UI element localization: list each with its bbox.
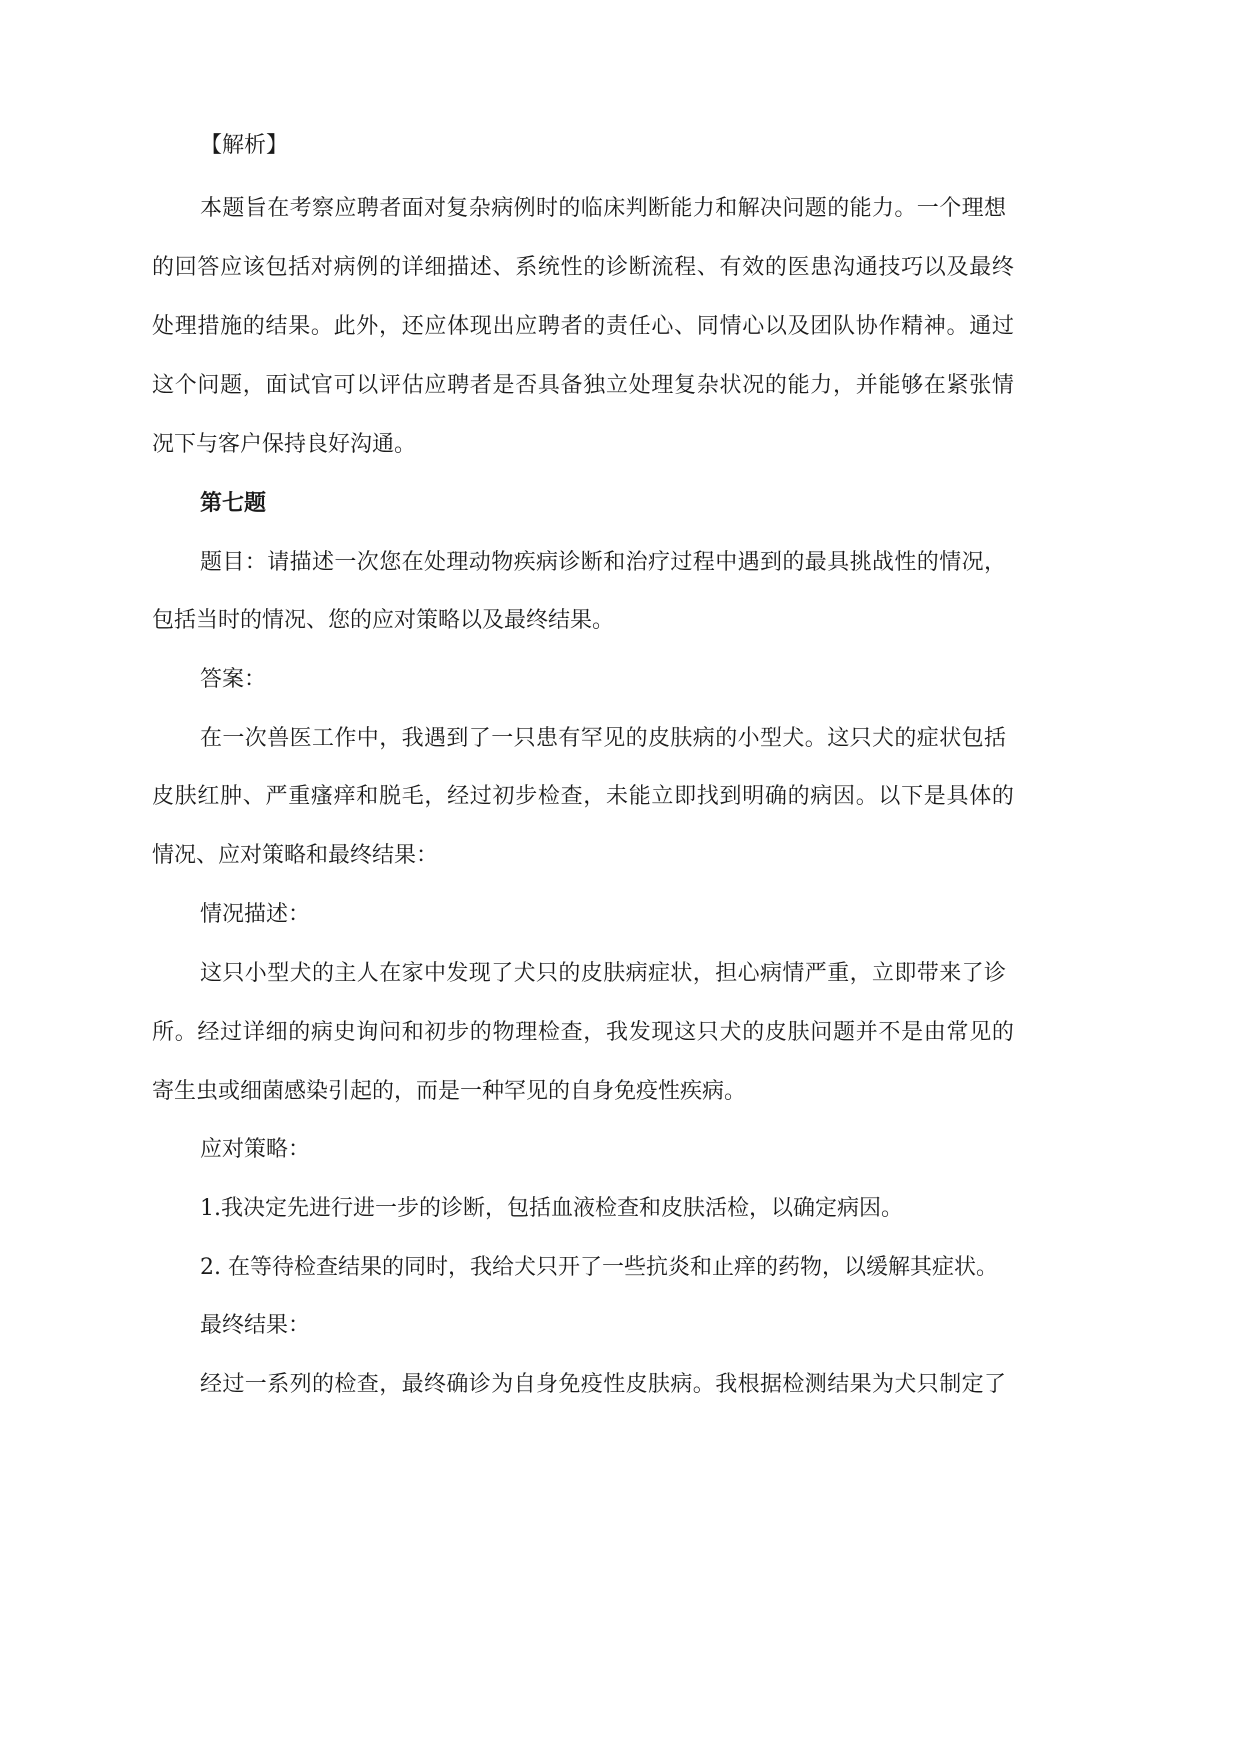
- intro-line: 情况、应对策略和最终结果：: [152, 843, 439, 868]
- situation-label: 情况描述：: [200, 902, 311, 927]
- section-label: 【解析】: [200, 133, 289, 158]
- question-line: 题目：请描述一次您在处理动物疾病诊断和治疗过程中遇到的最具挑战性的情况，: [200, 550, 1007, 575]
- analysis-line: 况下与客户保持良好沟通。: [152, 432, 417, 457]
- situation-line: 寄生虫或细菌感染引起的，而是一种罕见的自身免疫性疾病。: [152, 1079, 747, 1104]
- strategy-label: 应对策略：: [200, 1137, 311, 1162]
- result-line: 经过一系列的检查，最终确诊为自身免疫性皮肤病。我根据检测结果为犬只制定了: [200, 1372, 1007, 1397]
- analysis-line: 的回答应该包括对病例的详细描述、系统性的诊断流程、有效的医患沟通技巧以及最终: [152, 255, 1015, 280]
- strategy-item: 2. 在等待检查结果的同时，我给犬只开了一些抗炎和止痒的药物，以缓解其症状。: [200, 1255, 998, 1280]
- intro-line: 在一次兽医工作中，我遇到了一只患有罕见的皮肤病的小型犬。这只犬的症状包括: [200, 726, 1007, 751]
- result-label: 最终结果：: [200, 1313, 311, 1338]
- strategy-item: 1.我决定先进行进一步的诊断，包括血液检查和皮肤活检，以确定病因。: [200, 1196, 903, 1221]
- situation-line: 这只小型犬的主人在家中发现了犬只的皮肤病症状，担心病情严重，立即带来了诊: [200, 961, 1007, 986]
- answer-label: 答案：: [200, 667, 267, 692]
- question-line: 包括当时的情况、您的应对策略以及最终结果。: [152, 608, 615, 633]
- analysis-line: 处理措施的结果。此外，还应体现出应聘者的责任心、同情心以及团队协作精神。通过: [152, 314, 1015, 339]
- analysis-line: 本题旨在考察应聘者面对复杂病例时的临床判断能力和解决问题的能力。一个理想: [200, 196, 1007, 221]
- question-heading: 第七题: [200, 490, 267, 516]
- situation-line: 所。经过详细的病史询问和初步的物理检查，我发现这只犬的皮肤问题并不是由常见的: [152, 1020, 1015, 1045]
- intro-line: 皮肤红肿、严重瘙痒和脱毛，经过初步检查，未能立即找到明确的病因。以下是具体的: [152, 784, 1015, 809]
- analysis-line: 这个问题，面试官可以评估应聘者是否具备独立处理复杂状况的能力，并能够在紧张情: [152, 373, 1015, 398]
